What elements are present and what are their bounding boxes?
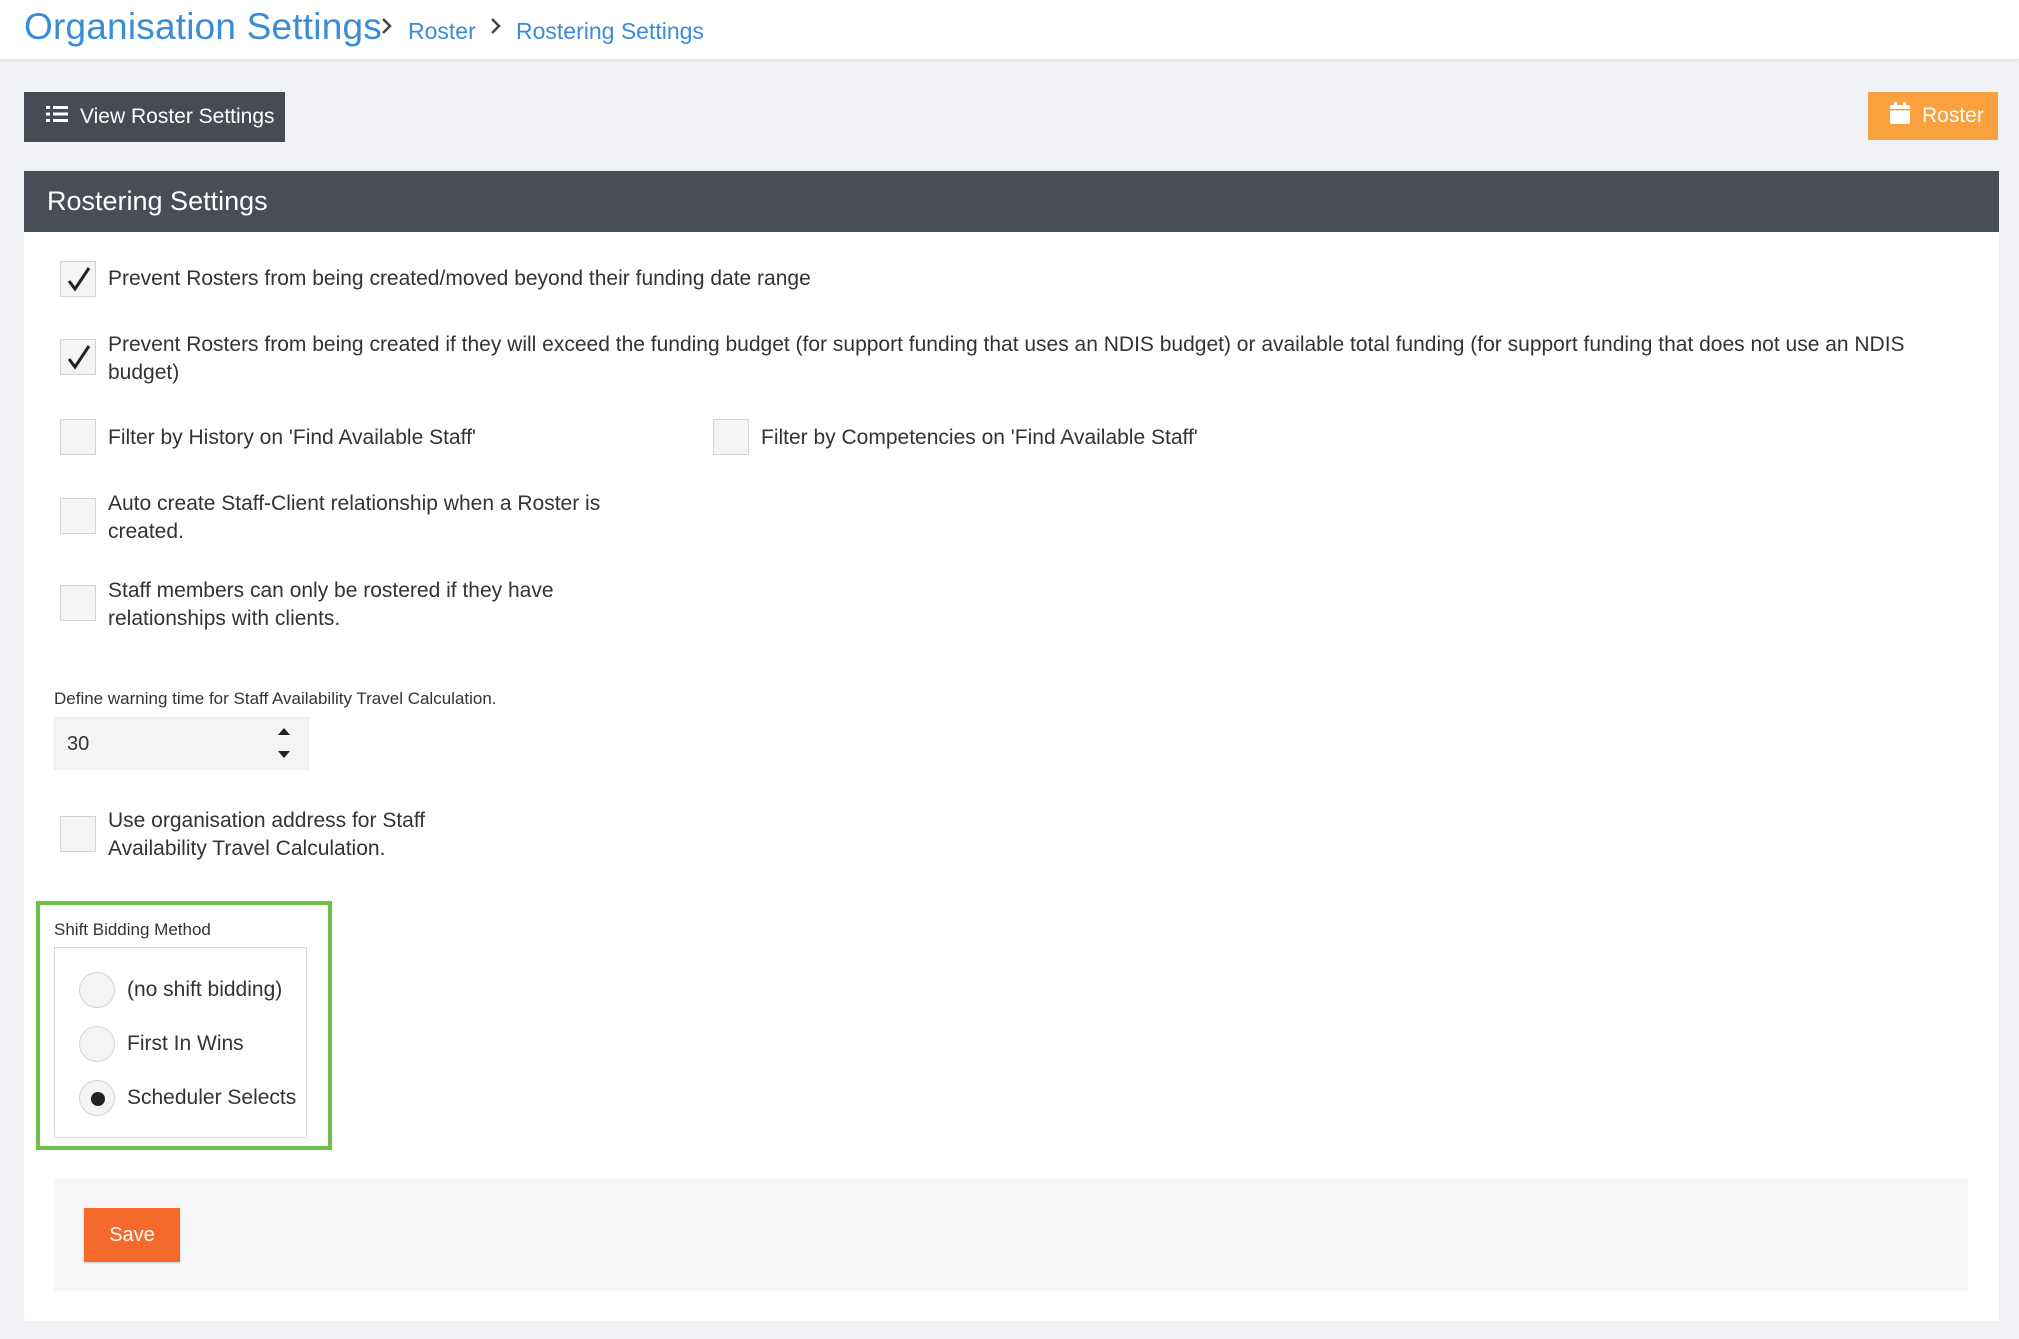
option-label: Staff members can only be rostered if they have relationships with clients. <box>108 579 554 630</box>
save-button[interactable]: Save <box>84 1208 180 1262</box>
option-label: Use organisation address for Staff Availability Travel Calculation. <box>108 809 426 860</box>
checkbox-filter-by-competencies[interactable] <box>713 419 749 455</box>
view-roster-settings-button[interactable] <box>24 92 285 142</box>
checkbox-prevent-exceed-budget[interactable] <box>60 339 96 375</box>
option-label: Prevent Rosters from being created/moved beyond their funding date range <box>108 267 811 290</box>
checkbox-use-organisation-address[interactable] <box>60 816 96 852</box>
list-icon <box>46 105 68 129</box>
form-footer <box>54 1178 1968 1291</box>
radio-label: (no shift bidding) <box>127 978 283 1001</box>
roster-button[interactable] <box>1868 92 1998 140</box>
radio-label: First In Wins <box>127 1032 244 1055</box>
panel-title: Rostering Settings <box>24 171 1999 232</box>
checkbox-filter-by-history[interactable] <box>60 419 96 455</box>
roster-button-label: Roster <box>1922 104 1984 127</box>
checkbox-rostered-only-with-relationships[interactable] <box>60 585 96 621</box>
option-label: Filter by Competencies on 'Find Available Staff' <box>761 426 1198 449</box>
chevron-right-icon <box>487 14 505 38</box>
spin-down-icon[interactable] <box>274 746 294 764</box>
checkbox-auto-create-relationship[interactable] <box>60 498 96 534</box>
checkmark-icon <box>64 342 94 372</box>
radio-scheduler-selects[interactable] <box>79 1080 115 1116</box>
option-label: Filter by History on 'Find Available Staff' <box>108 426 476 449</box>
breadcrumb-roster[interactable]: Roster <box>408 18 476 44</box>
warning-time-label: Define warning time for Staff Availability Travel Calculation. <box>54 689 497 708</box>
view-roster-settings-label: View Roster Settings <box>80 105 275 128</box>
radio-selected-dot <box>91 1092 105 1106</box>
breadcrumb-rostering-settings[interactable]: Rostering Settings <box>516 18 704 44</box>
radio-label: Scheduler Selects <box>127 1086 297 1109</box>
option-label: Auto create Staff-Client relationship when a Roster is created. <box>108 492 601 543</box>
page-title: Organisation Settings <box>24 6 382 47</box>
chevron-right-icon <box>378 14 396 38</box>
radio-no-shift-bidding[interactable] <box>79 972 115 1008</box>
radio-first-in-wins[interactable] <box>79 1026 115 1062</box>
option-label: Prevent Rosters from being created if they will exceed the funding budget (for support funding that uses an NDIS budget) or available total funding (for support funding that does not use an NDIS budget) <box>108 333 1905 384</box>
rostering-settings-panel <box>24 171 1999 1321</box>
checkbox-prevent-beyond-date-range[interactable] <box>60 261 96 297</box>
top-bar <box>0 0 2019 60</box>
shift-bidding-label: Shift Bidding Method <box>54 920 211 939</box>
warning-time-input[interactable]: 30 <box>54 717 309 770</box>
spin-up-icon[interactable] <box>274 722 294 740</box>
calendar-icon <box>1890 102 1910 130</box>
checkmark-icon <box>64 264 94 294</box>
